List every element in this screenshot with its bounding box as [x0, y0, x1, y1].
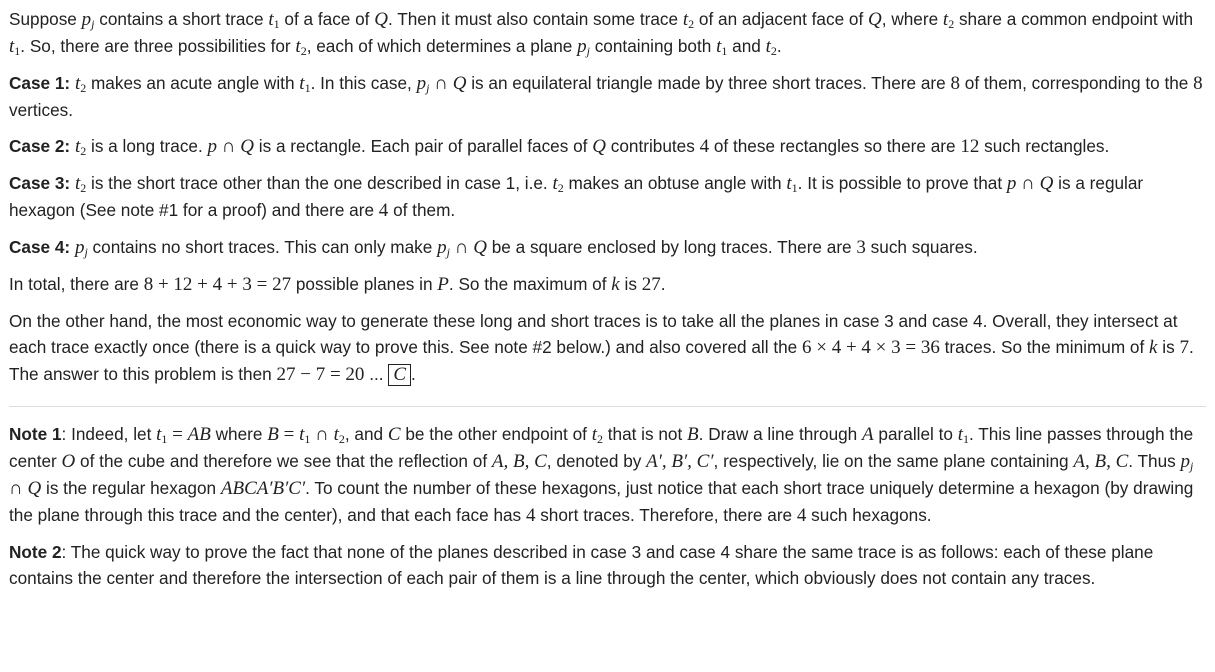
math-number: 4 — [699, 136, 710, 157]
math-t2: $t_2$ — [591, 424, 603, 446]
case-3-paragraph: Case 3: $t_2$ is the short trace other than the one described in case 1, i.e. $t_2$ makes an obtuse angle with $t_1$. It is possible to prove that p ∩ Q is a regular hexagon (See note #1 for a proof) and there are 4 of them. — [9, 173, 1144, 221]
math-pj: $p_j$ — [74, 237, 88, 259]
note-2-paragraph: Note 2: The quick way to prove the fact that none of the planes described in case 3 and case 4 share the same trace is as follows: each of these plane contains the center and therefore the intersection of each pair of them is a line through the center, which obviously does not contain any traces. — [9, 542, 1154, 588]
case-4-label: Case 4: — [9, 237, 71, 257]
case-2-label: Case 2: — [9, 136, 71, 156]
math-t2: $t_2$ — [74, 136, 87, 158]
math-number: 4 — [378, 200, 389, 221]
section-divider — [9, 406, 1206, 407]
math-P: P — [437, 274, 449, 295]
math-number: 8 — [1193, 73, 1203, 94]
total-paragraph: In total, there are 8 + 12 + 4 + 3 = 27 possible planes in P. So the maximum of k is 27. — [9, 274, 666, 295]
math-t2: $t_2$ — [682, 9, 695, 31]
math-count: 6 × 4 + 4 × 3 = 36 — [801, 337, 940, 358]
math-number: 8 — [950, 73, 960, 94]
note-1-paragraph: Note 1: Indeed, let $t_1$ = AB where $B = t_1$ ∩ $t_2$, and C be the other endpoint of $t_2$ that is not B. Draw a line through A parallel to $t_1$. This line passes through the center O of the cube and therefore we see that the reflection of A, B, C, denoted by A′, B′, C′, respectively, lie on the same plane containing A, B, C. Thus $p_j$ ∩ Q is the regular hexagon ABCA′B′C′. To count the number of these hexagons, just notice that each short trace uniquely determine a hexagon (by drawing the plane through this trace and the center), and that each face has 4 short traces. Therefore, there are 4 such hexagons. — [9, 424, 1194, 526]
minimum-paragraph: On the other hand, the most economic way to generate these long and short traces is to take all the planes in case 3 and case 4. Overall, they intersect at each trace exactly once (there is a quick way to prove this. See note #2 below.) and also covered all the 6 × 4 + 4 × 3 = 36 traces. So the minimum of k is 7. The answer to this problem is then 27 − 7 = 20 ... C . — [9, 311, 1194, 385]
math-t2: $t_2$ — [552, 173, 564, 195]
math-B-eq-intersection: $B = t_1$ ∩ $t_2$ — [267, 424, 345, 446]
math-difference: 27 − 7 = 20 — [276, 364, 365, 385]
math-k: k — [611, 274, 620, 295]
math-t1: $t_1$ — [268, 9, 280, 31]
math-k: k — [1149, 337, 1158, 358]
math-t2: $t_2$ — [942, 9, 955, 31]
math-t2: $t_2$ — [765, 36, 777, 58]
math-pj: $p_j$ — [81, 9, 95, 31]
math-pj-cap-Q: $p_j$ ∩ Q — [416, 73, 467, 95]
math-O: O — [61, 451, 76, 472]
math-number: 3 — [856, 237, 866, 258]
math-hexagon: ABCA′B′C′ — [220, 478, 306, 499]
math-t2: $t_2$ — [74, 73, 87, 95]
boxed-answer: C — [388, 364, 411, 386]
math-A: A — [862, 424, 874, 445]
math-t2: $t_2$ — [74, 173, 87, 195]
note-2-label: Note 2 — [9, 542, 62, 562]
math-t1: $t_1$ — [957, 424, 969, 446]
math-ABC: A, B, C — [1073, 451, 1129, 472]
case-3-label: Case 3: — [9, 173, 71, 193]
math-number: 4 — [796, 505, 807, 526]
math-t1: $t_1$ — [299, 73, 311, 95]
math-ABC: A, B, C — [491, 451, 547, 472]
math-ABC-prime: A′, B′, C′ — [646, 451, 714, 472]
math-t1: $t_1$ — [786, 173, 798, 195]
math-pj-cap-Q: $p_j$ ∩ Q — [9, 451, 1194, 499]
math-pj: $p_j$ — [577, 36, 590, 58]
math-number: 27 — [641, 274, 661, 295]
case-4-paragraph: Case 4: $p_j$ contains no short traces. This can only make $p_j$ ∩ Q be a square enclosed by long traces. There are 3 such squares. — [9, 237, 978, 259]
math-Q: Q — [374, 9, 388, 30]
math-t2: $t_2$ — [295, 36, 307, 58]
math-pj-cap-Q: $p_j$ ∩ Q — [437, 237, 487, 259]
math-p-cap-Q: p ∩ Q — [1006, 173, 1054, 194]
math-Q: Q — [592, 136, 606, 157]
math-B: B — [687, 424, 699, 445]
math-number: 4 — [525, 505, 536, 526]
math-t1: $t_1$ — [9, 36, 21, 58]
math-Q: Q — [868, 9, 882, 30]
math-t1: $t_1$ — [716, 36, 728, 58]
note-1-label: Note 1 — [9, 424, 62, 444]
intro-paragraph: Suppose $p_j$ contains a short trace $t_1$ of a face of Q. Then it must also contain some trace $t_2$ of an adjacent face of Q, where $t_2$ share a common endpoint with $t_1$. So, there are three possibilities for $t_2$, each of which determines a plane $p_j$ containing both $t_1$ and $t_2$. — [9, 9, 1194, 58]
case-2-paragraph: Case 2: $t_2$ is a long trace. p ∩ Q is a rectangle. Each pair of parallel faces of Q contributes 4 of these rectangles so there are 12 such rectangles. — [9, 136, 1110, 158]
math-number: 7 — [1179, 337, 1189, 358]
math-sum: 8 + 12 + 4 + 3 = 27 — [143, 274, 292, 295]
case-1-label: Case 1: — [9, 73, 71, 93]
math-number: 12 — [960, 136, 980, 157]
math-C: C — [387, 424, 401, 445]
math-p-cap-Q: p ∩ Q — [207, 136, 255, 157]
math-t1-eq-AB: $t_1$ = AB — [156, 424, 211, 446]
case-1-paragraph: Case 1: $t_2$ makes an acute angle with $t_1$. In this case, $p_j$ ∩ Q is an equilateral triangle made by three short traces. There are 8 of them, corresponding to the 8 vertices. — [9, 73, 1203, 120]
